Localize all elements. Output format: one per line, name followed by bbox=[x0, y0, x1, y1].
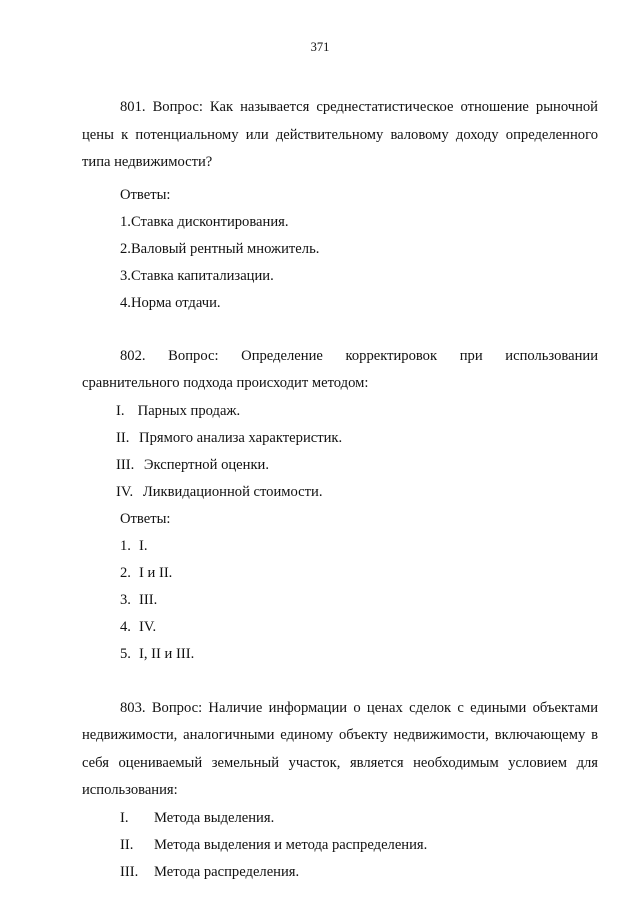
page-number: 371 bbox=[310, 40, 330, 54]
answer-text: I. bbox=[139, 537, 148, 554]
option-text: Метода распределения. bbox=[154, 863, 300, 880]
answer-item: 2.Валовый рентный множитель. bbox=[120, 240, 320, 257]
answer-text: I и II. bbox=[139, 564, 173, 581]
answer-item bbox=[120, 614, 598, 641]
answer-item bbox=[120, 641, 598, 668]
option-number: II. bbox=[116, 429, 130, 446]
answer-text: III. bbox=[139, 591, 158, 608]
option-item bbox=[120, 859, 598, 886]
answers-label: Ответы: bbox=[120, 186, 171, 203]
option-number: I. bbox=[120, 809, 129, 826]
option-number: III. bbox=[120, 863, 139, 880]
option-list bbox=[82, 805, 598, 886]
answer-number: 1. bbox=[120, 537, 131, 554]
option-item bbox=[116, 479, 598, 506]
answer-item: 4.Норма отдачи. bbox=[120, 294, 221, 311]
answer-number: 4. bbox=[120, 618, 131, 635]
option-number: IV. bbox=[116, 483, 134, 500]
answers-label: Ответы: bbox=[120, 510, 171, 527]
answer-item bbox=[120, 533, 598, 560]
question-801 bbox=[82, 94, 598, 317]
option-text: Экспертной оценки. bbox=[143, 456, 270, 473]
answer-number: 2. bbox=[120, 564, 131, 581]
answer-number: 3. bbox=[120, 591, 131, 608]
answer-text: IV. bbox=[139, 618, 157, 635]
option-item bbox=[120, 805, 598, 832]
answer-list bbox=[82, 533, 598, 668]
document-body bbox=[82, 94, 598, 886]
option-number: III. bbox=[116, 456, 135, 473]
option-text: Парных продаж. bbox=[137, 402, 241, 419]
question-text: 803. Вопрос: Наличие информации о ценах сделок с едиными объектами недвижимости, аналогичными единому объекту недвижимости, включающему в себя оцениваемый земельный участок, является необходимым условием для использования: bbox=[82, 699, 598, 798]
option-text: Метода выделения. bbox=[154, 809, 275, 826]
option-item bbox=[116, 398, 598, 425]
option-item bbox=[116, 452, 598, 479]
question-text: 801. Вопрос: Как называется среднестатистическое отношение рыночной цены к потенциальному или действительному валовому доходу определенного типа недвижимости? bbox=[82, 99, 598, 170]
option-text: Ликвидационной стоимости. bbox=[142, 483, 323, 500]
answer-text: I, II и III. bbox=[139, 645, 195, 662]
option-item bbox=[120, 832, 598, 859]
question-803 bbox=[82, 695, 598, 886]
answer-item: 3.Ставка капитализации. bbox=[120, 267, 274, 284]
answer-item bbox=[120, 587, 598, 614]
option-number: II. bbox=[120, 836, 134, 853]
option-text: Метода выделения и метода распределения. bbox=[154, 836, 428, 853]
answer-item: 1.Ставка дисконтирования. bbox=[120, 213, 289, 230]
answer-list bbox=[82, 209, 598, 317]
option-list bbox=[82, 398, 598, 506]
answer-number: 5. bbox=[120, 645, 131, 662]
question-text: 802. Вопрос: Определение корректировок при использовании сравнительного подхода происходит методом: bbox=[82, 347, 598, 391]
option-number: I. bbox=[116, 402, 125, 419]
option-item bbox=[116, 425, 598, 452]
answer-item bbox=[120, 560, 598, 587]
option-text: Прямого анализа характеристик. bbox=[139, 429, 343, 446]
question-802 bbox=[82, 343, 598, 668]
